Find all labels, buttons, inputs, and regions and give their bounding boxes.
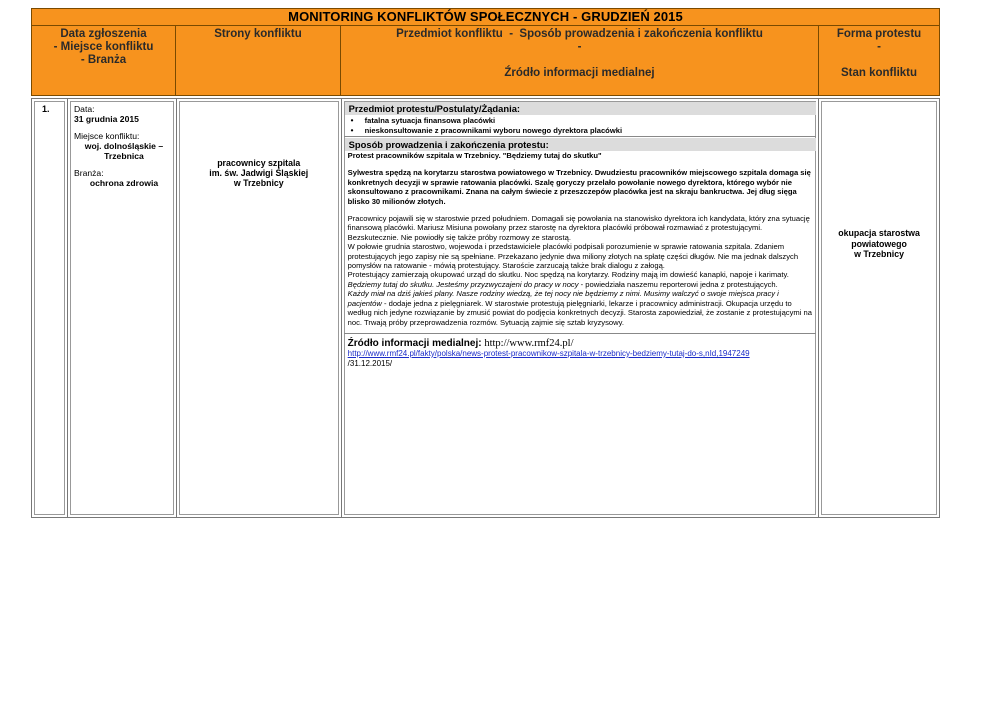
industry-value: ochrona zdrowia (89, 178, 159, 188)
column-headers (32, 26, 939, 95)
place-label: Miejsce konfliktu: (73, 131, 140, 141)
paragraph: Każdy miał na dziś jakieś plany. Nasze rodziny wiedzą, że tej nocy nie będziemy z nimi. Musimy walczyć o swoje miejsca pracy i pacjentów - dodaje jedna z pielęgniarek. W starostwie protestują pielęgniarki, lekarze i pracownicy administracji. Okupacja urzędu to według nich jedyne rozwiązanie by zmusić powiat do podjęcia konkretnych decyzji. Starosta zapowiedział, że zostanie z protestującymi na noc. Trwają próby przeprowadzenia rozmów. Sytuacją zajmie się sztab kryzysowy. (347, 289, 812, 327)
report-title: MONITORING KONFLIKTÓW SPOŁECZNYCH - GRUDZIEŃ 2015 (32, 9, 939, 26)
paragraph: Będziemy tutaj do skutku. Jesteśmy przyzwyczajeni do pracy w nocy - powiedziała naszemu reporterowi jedna z protestujących. (347, 279, 778, 289)
subject-list (351, 116, 814, 135)
entry-number-cell (32, 99, 68, 517)
conflict-parties: pracownicy szpitala im. św. Jadwigi Śląskiej w Trzebnicy (209, 158, 309, 188)
table-row (31, 98, 940, 518)
entry-meta-cell (68, 99, 177, 517)
industry-label: Branża: (73, 168, 104, 178)
entry-meta (74, 104, 174, 188)
date-value: 31 grudnia 2015 (73, 114, 139, 124)
place-value-region: woj. dolnośląskie – (84, 141, 164, 151)
table-header (31, 8, 940, 96)
bold-paragraph: Sylwestra spędzą na korytarzu starostwa powiatowego w Trzebnicy. Dwudziestu pracowników miejscowego szpitala domaga się konkretnych decyzji w sprawie ratowania placówki. Szalę goryczy przelało powołanie nowego dyrektora, którego wybór nie skonsultowano z pracownikami. Znana na całym świecie z przeszczepów placówka jest na skraju bankructwa. Jej dług sięga blisko 30 milionów złotych. (347, 168, 811, 206)
protest-form: okupacja starostwa powiatowego w Trzebnicy (838, 228, 920, 259)
column-header-subject: Przedmiot konfliktu - Sposób prowadzenia i zakończenia konfliktu - Źródło informacji medialnej (341, 26, 819, 95)
column-header-date-place-industry: Data zgłoszenia - Miejsce konfliktu - Branża (32, 26, 176, 95)
subject-cell (342, 99, 819, 517)
subject-heading: Przedmiot protestu/Postulaty/Żądania: (345, 102, 816, 115)
entry-number: 1. (42, 104, 50, 114)
column-header-protest-form: Forma protestu - Stan konfliktu (836, 28, 922, 79)
paragraph: Pracownicy pojawili się w starostwie przed południem. Domagali się powołania na stanowisko dyrektora ich kandydata, który zna sytuację finansową placówki. Mariusz Misiuna powołany przez starostę na dyrektora placówki próbował rozmawiać z protestującymi. Bezskutecznie. Nie powiodły się także próby rozmowy ze starostą. (347, 214, 810, 242)
list-item: • nieskonsultowanie z pracownikami wyboru nowego dyrektora placówki (351, 126, 814, 136)
source-heading: Źródło informacji medialnej: http://www.rmf24.pl/ (347, 337, 574, 349)
date-label: Data: (73, 104, 95, 114)
source-link[interactable]: http://www.rmf24.pl/fakty/polska/news-protest-pracownikow-szpitala-w-trzebnicy-bedziemy-tutaj-do-s,nId,1947249 (347, 348, 750, 358)
column-header-parties: Strony konfliktu (176, 26, 341, 95)
method-heading: Sposób prowadzenia i zakończenia protestu: (345, 138, 816, 151)
place-value-town: Trzebnica (104, 151, 144, 161)
parties-cell (177, 99, 342, 517)
source-date: /31.12.2015/ (347, 358, 393, 368)
method-lead: Protest pracowników szpitala w Trzebnicy. "Będziemy tutaj do skutku" (347, 151, 602, 160)
list-item: • fatalna sytuacja finansowa placówki (351, 116, 814, 126)
paragraph: W połowie grudnia starostwo, wojewoda i przedstawiciele placówki podpisali porozumienie w sprawie ratowania szpitala. Zdaniem protestujących jego zapisy nie są spełniane. Przekazano jedynie dwa miliony złotych na spłatę części długów. Nie ma jednak dalszych pomysłów na ratowanie - mówią protestujący. Staroście zarzucają także brak dialogu z załogą. (347, 242, 799, 271)
paragraph: Protestujący zamierzają okupować urząd do skutku. Noc spędzą na korytarzy. Rodziny mają im dowieść kanapki, napoje i karimaty. (347, 270, 789, 280)
protest-form-cell (819, 99, 939, 517)
source-site: http://www.rmf24.pl/ (484, 337, 574, 349)
